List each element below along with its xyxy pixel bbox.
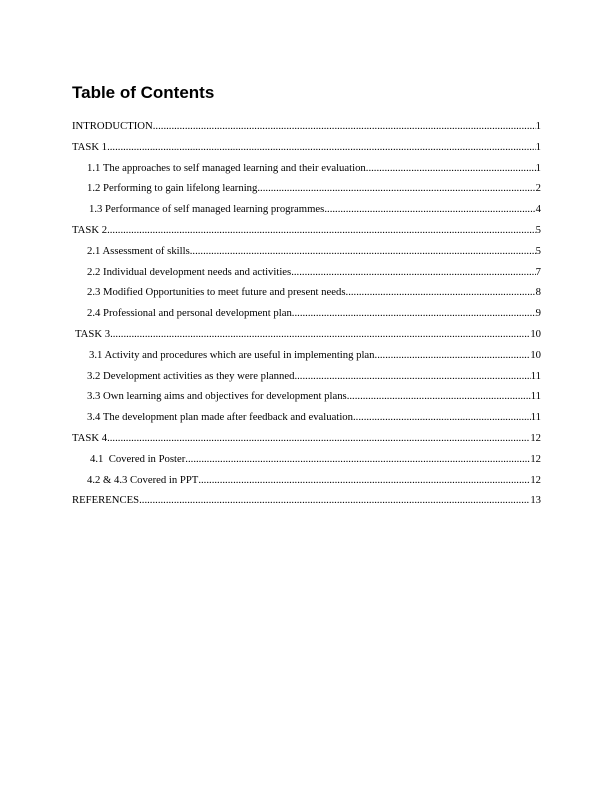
toc-entry-introduction[interactable] — [72, 116, 541, 137]
toc-entry-2-3[interactable] — [72, 282, 541, 303]
toc-entry-2-2[interactable] — [72, 262, 541, 283]
toc-entry-3-2[interactable] — [72, 366, 541, 387]
toc-entry-page: 12 — [530, 431, 541, 444]
toc-entry-label: TASK 1 — [72, 140, 108, 153]
toc-entry-label: TASK 2 — [72, 223, 108, 236]
dot-leader — [257, 178, 535, 199]
toc-entry-page: 12 — [530, 452, 541, 465]
toc-entry-page: 1 — [535, 120, 541, 132]
toc-title: Table of Contents — [72, 83, 215, 102]
toc-entry-page: 5 — [535, 244, 541, 257]
toc-entry-2-4[interactable] — [72, 303, 541, 324]
toc-entry-3-3[interactable] — [72, 386, 541, 407]
toc-list — [72, 116, 541, 511]
toc-entry-page: 4 — [535, 203, 541, 216]
toc-entry-page: 9 — [535, 307, 541, 320]
toc-entry-page: 1 — [535, 140, 541, 153]
toc-entry-page: 11 — [530, 411, 541, 424]
toc-entry-label: 2.1 Assessment of skills — [87, 244, 190, 257]
dot-leader — [292, 303, 536, 324]
dot-leader — [185, 449, 530, 470]
dot-leader — [324, 199, 535, 220]
toc-entry-label: 4.2 & 4.3 Covered in PPT — [87, 473, 199, 486]
toc-entry-4-2-4-3[interactable] — [72, 470, 541, 491]
toc-entry-label: 4.1 Covered in Poster — [90, 452, 186, 465]
dot-leader — [110, 324, 530, 345]
dot-leader — [366, 158, 536, 179]
toc-entry-page: 1 — [535, 161, 541, 174]
toc-entry-2-1[interactable] — [72, 241, 541, 262]
toc-entry-label: 1.1 The approaches to self managed learning and their evaluation — [87, 161, 366, 174]
toc-entry-task-1[interactable] — [72, 137, 541, 158]
toc-entry-page: 8 — [535, 286, 541, 299]
toc-entry-task-4[interactable] — [72, 428, 541, 449]
dot-leader — [347, 386, 531, 407]
toc-entry-page: 5 — [535, 223, 541, 236]
toc-entry-label: 2.2 Individual development needs and activities — [87, 265, 292, 278]
toc-entry-label: 2.4 Professional and personal development plan — [87, 307, 292, 320]
toc-entry-label: 3.3 Own learning aims and objectives for development plans — [87, 390, 347, 403]
dot-leader — [107, 137, 536, 158]
toc-entry-page: 7 — [535, 265, 541, 278]
toc-entry-page: 12 — [530, 473, 541, 486]
toc-entry-label: TASK 3 — [75, 327, 111, 340]
toc-entry-3-4[interactable] — [72, 407, 541, 428]
toc-entry-page: 11 — [530, 369, 541, 382]
dot-leader — [291, 262, 535, 283]
toc-entry-references[interactable] — [72, 490, 541, 511]
toc-entry-task-2[interactable] — [72, 220, 541, 241]
dot-leader — [346, 282, 536, 303]
toc-entry-1-1[interactable] — [72, 158, 541, 179]
toc-entry-1-2[interactable] — [72, 178, 541, 199]
toc-entry-label: 3.1 Activity and procedures which are useful in implementing plan — [89, 348, 375, 361]
toc-entry-label: 1.2 Performing to gain lifelong learning — [87, 182, 258, 195]
dot-leader — [353, 407, 531, 428]
toc-entry-label: 3.2 Development activities as they were planned — [87, 369, 295, 382]
dot-leader — [107, 220, 536, 241]
toc-entry-label: REFERENCES — [72, 494, 140, 507]
toc-entry-page: 10 — [530, 327, 541, 340]
dot-leader — [198, 470, 530, 491]
toc-entry-label: TASK 4 — [72, 431, 108, 444]
toc-entry-page: 10 — [530, 348, 541, 361]
dot-leader — [153, 116, 536, 137]
dot-leader — [190, 241, 536, 262]
toc-entry-label: 1.3 Performance of self managed learning programmes — [89, 203, 325, 216]
toc-entry-page: 13 — [530, 494, 541, 507]
toc-entry-page: 11 — [530, 390, 541, 403]
toc-entry-1-3[interactable] — [72, 199, 541, 220]
toc-entry-label: INTRODUCTION — [72, 120, 153, 132]
toc-entry-label: 3.4 The development plan made after feedback and evaluation — [87, 411, 353, 424]
toc-entry-3-1[interactable] — [72, 345, 541, 366]
dot-leader — [294, 366, 530, 387]
toc-entry-page: 2 — [535, 182, 541, 195]
dot-leader — [107, 428, 530, 449]
toc-entry-label: 2.3 Modified Opportunities to meet future and present needs — [87, 286, 346, 299]
toc-entry-task-3[interactable] — [72, 324, 541, 345]
dot-leader — [139, 490, 530, 511]
dot-leader — [375, 345, 531, 366]
toc-entry-4-1[interactable] — [72, 449, 541, 470]
